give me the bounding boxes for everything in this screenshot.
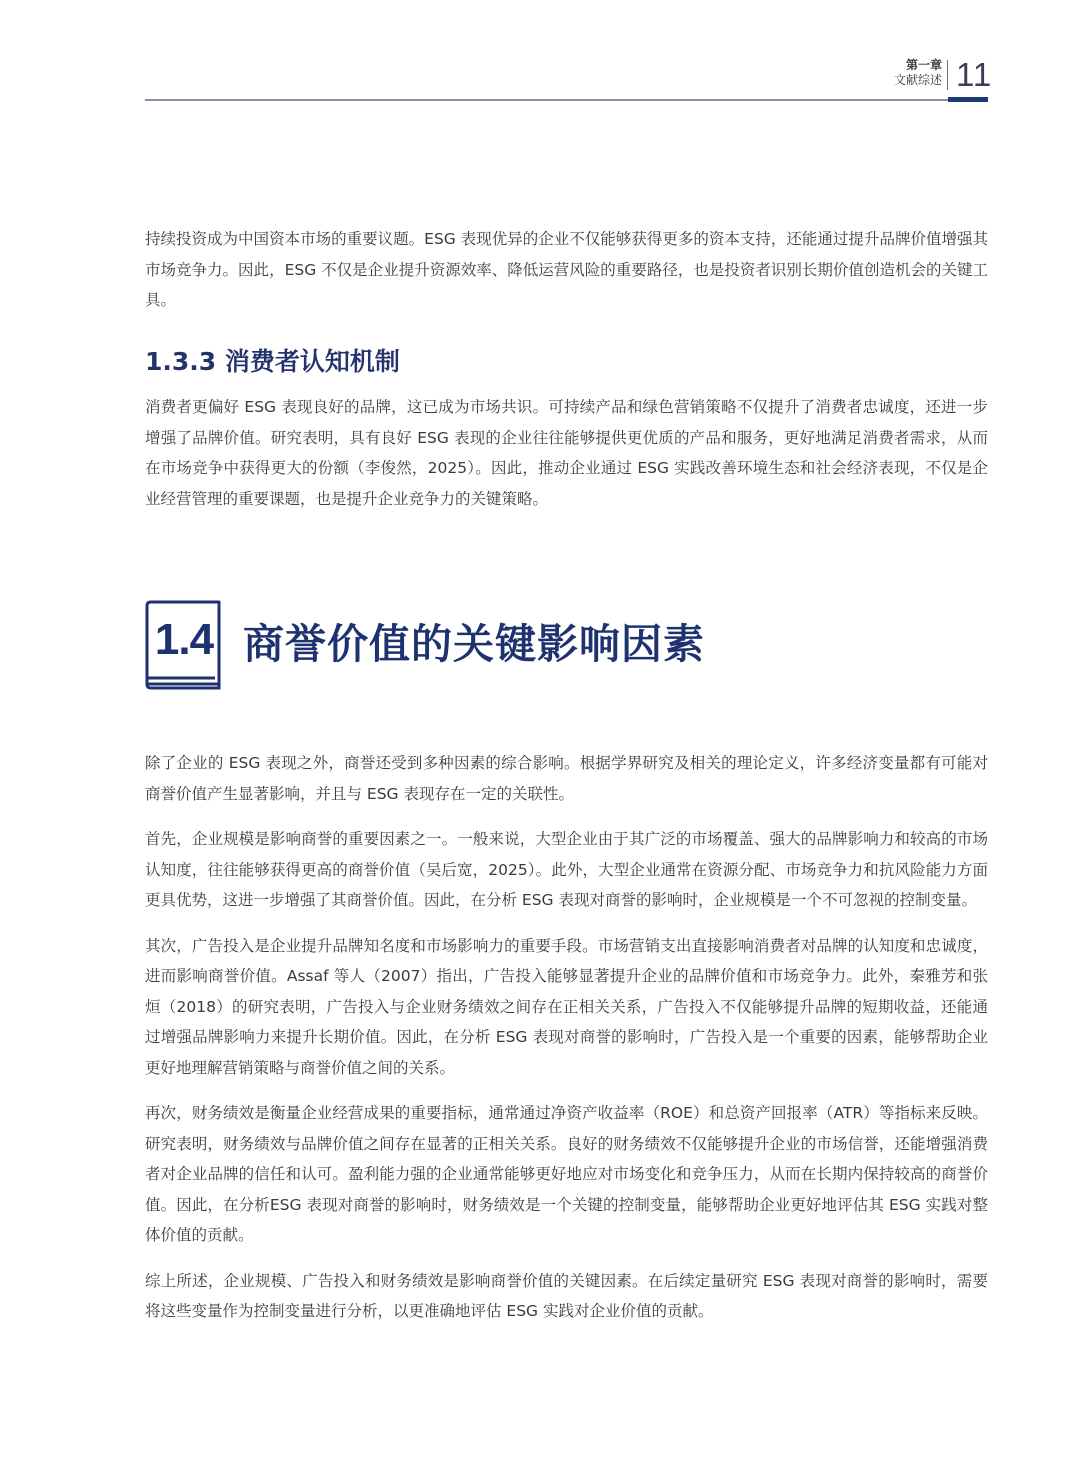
chapter-name: 文献综述 bbox=[893, 73, 942, 87]
subsection-paragraph: 消费者更偏好 ESG 表现良好的品牌，这已成为市场共识。可持续产品和绿色营销策略不仅提升了消费者忠诚度，还进一步增强了品牌价值。研究表明，具有良好 ESG 表现的企业往往能够提供更优质的产品和服务，更好地满足消费者需求，从而在市场竞争中获得更大的份额（李俊然，2025）。因此，推动企业通过 ESG 实践改善环境生态和社会经济表现，不仅是企业经营管理的重要课题，也是提升企业竞争力的关键策略。 bbox=[145, 398, 988, 508]
section-paragraph: 除了企业的 ESG 表现之外，商誉还受到多种因素的综合影响。根据学界研究及相关的理论定义，许多经济变量都有可能对商誉价值产生显著影响，并且与 ESG 表现存在一定的关联性。 bbox=[145, 754, 988, 803]
header-rule-accent bbox=[948, 97, 988, 102]
intro-paragraph: 持续投资成为中国资本市场的重要议题。ESG 表现优异的企业不仅能够获得更多的资本支持，还能通过提升品牌价值增强其市场竞争力。因此，ESG 不仅是企业提升资源效率、降低运营风险的重要路径，也是投资者识别长期价值创造机会的关键工具。 bbox=[145, 230, 988, 309]
header-rule bbox=[145, 99, 988, 101]
section-paragraph: 再次，财务绩效是衡量企业经营成果的重要指标，通常通过净资产收益率（ROE）和总资产回报率（ATR）等指标来反映。研究表明，财务绩效与品牌价值之间存在显著的正相关关系。良好的财务绩效不仅能够提升企业的市场信誉，还能增强消费者对企业品牌的信任和认可。盈利能力强的企业通常能够更好地应对市场变化和竞争压力，从而在长期内保持较高的商誉价值。因此，在分析ESG 表现对商誉的影响时，财务绩效是一个关键的控制变量，能够帮助企业更好地评估其 ESG 实践对整体价值的贡献。 bbox=[145, 1104, 988, 1244]
subsection-body bbox=[145, 392, 988, 514]
section-paragraph: 综上所述，企业规模、广告投入和财务绩效是影响商誉价值的关键因素。在后续定量研究 ESG 表现对商誉的影响时，需要将这些变量作为控制变量进行分析，以更准确地评估 ESG 实践对企业价值的贡献。 bbox=[145, 1271, 988, 1320]
page-header bbox=[0, 0, 1080, 110]
section-body bbox=[145, 748, 988, 1327]
section-paragraph: 首先，企业规模是影响商誉的重要因素之一。一般来说，大型企业由于其广泛的市场覆盖、强大的品牌影响力和较高的市场认知度，往往能够获得更高的商誉价值（吴后宽，2025）。此外，大型企业通常在资源分配、市场竞争力和抗风险能力方面更具优势，这进一步增强了其商誉价值。因此，在分析 ESG 表现对商誉的影响时，企业规模是一个不可忽视的控制变量。 bbox=[145, 830, 988, 909]
section-title: 商誉价值的关键影响因素 bbox=[243, 620, 705, 668]
section-paragraph: 其次，广告投入是企业提升品牌知名度和市场影响力的重要手段。市场营销支出直接影响消费者对品牌的认知度和忠诚度，进而影响商誉价值。Assaf 等人（2007）指出，广告投入能够显著提升企业的品牌价值和市场竞争力。此外，秦雅芳和张烜（2018）的研究表明，广告投入与企业财务绩效之间存在正相关关系，广告投入不仅能够提升品牌的短期收益，还能通过增强品牌影响力来提升长期价值。因此，在分析 ESG 表现对商誉的影响时，广告投入是一个重要的因素，能够帮助企业更好地理解营销策略与商誉价值之间的关系。 bbox=[145, 936, 988, 1077]
intro-block bbox=[145, 224, 988, 316]
section-number: 1.4 bbox=[154, 615, 214, 664]
page-number: 11 bbox=[956, 56, 993, 93]
subsection-title: 1.3.3 消费者认知机制 bbox=[145, 347, 400, 376]
header-divider bbox=[947, 60, 948, 90]
chapter-label: 第一章 bbox=[905, 58, 942, 72]
chapter-info bbox=[894, 58, 942, 88]
